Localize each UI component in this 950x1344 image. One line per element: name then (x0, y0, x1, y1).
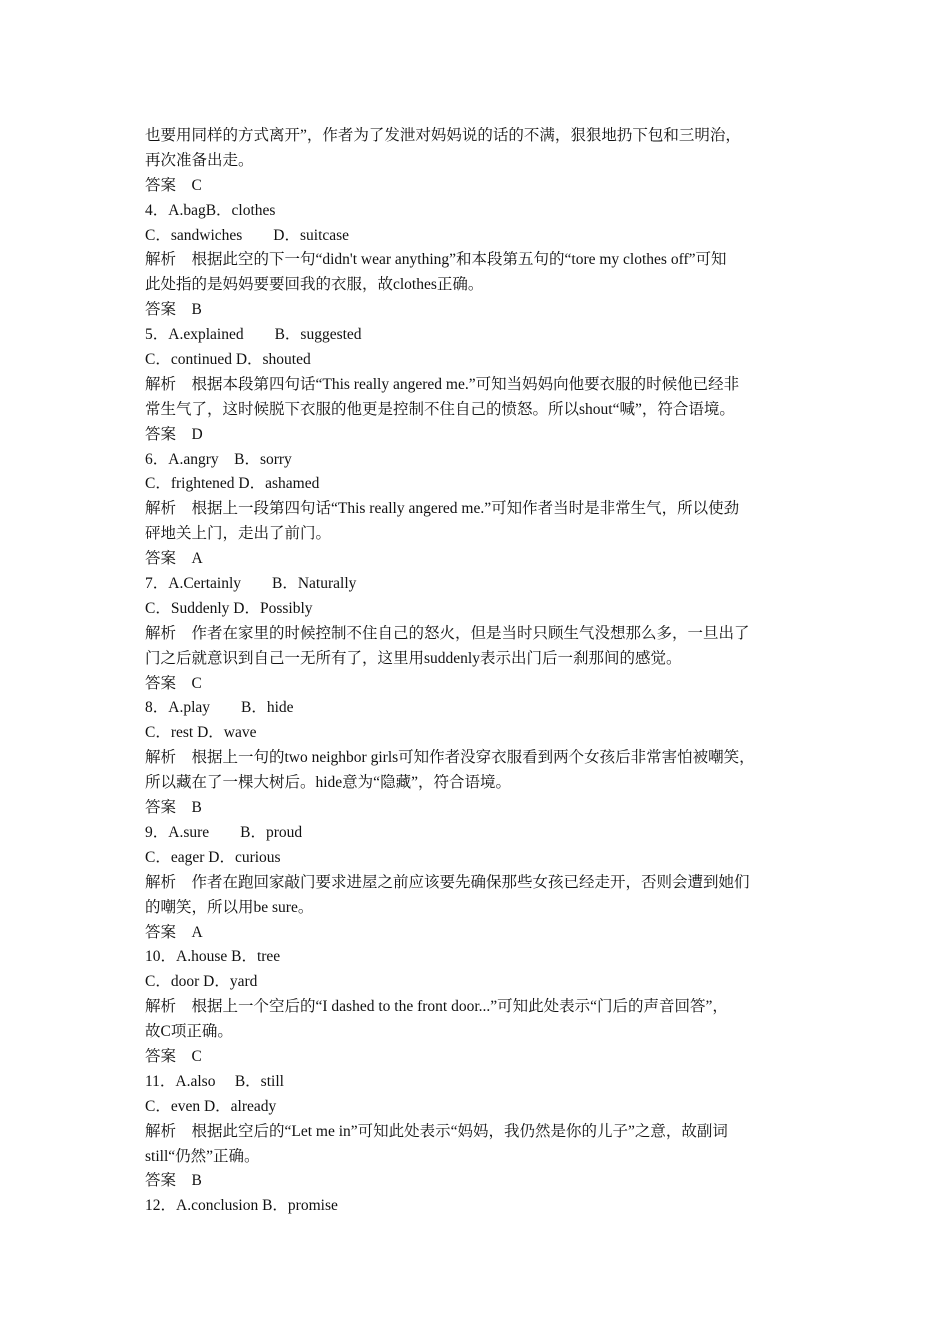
question-options-line: C．sandwiches D．suitcase (145, 226, 350, 244)
question-options-line: 7．A.Certainly B．Naturally (145, 575, 357, 593)
question-options-line: 8．A.play B．hide (145, 699, 294, 717)
explanation-line: 砰地关上门，走出了前门。 (145, 525, 332, 543)
answer-line: 答案 B (145, 301, 202, 319)
explanation-line: 故C项正确。 (145, 1023, 233, 1041)
question-options-line: 4．A.bagB．clothes (145, 201, 276, 219)
answer-line: 答案 B (145, 1172, 202, 1190)
answer-line: 答案 B (145, 799, 202, 817)
explanation-line: 解析 根据上一句的two neighbor girls可知作者没穿衣服看到两个女孩后非常害怕被嘲笑， (145, 749, 755, 767)
question-options-line: 9．A.sure B．proud (145, 823, 303, 841)
question-options-line: C．frightened D．ashamed (145, 475, 320, 493)
explanation-line: 解析 根据本段第四句话“This really angered me.”可知当妈妈向他要衣服的时候他已经非 (145, 375, 740, 393)
answer-line: 答案 C (145, 674, 202, 692)
question-options-line: C．eager D．curious (145, 848, 281, 866)
answer-line: 答案 A (145, 550, 203, 568)
explanation-line: 解析 根据此空的下一句“didn't wear anything”和本段第五句的“tore my clothes off”可知 (145, 251, 727, 269)
explanation-line: 所以藏在了一棵大树后。hide意为“隐藏”，符合语境。 (145, 774, 511, 792)
question-options-line: 5．A.explained B．suggested (145, 326, 362, 344)
explanation-line: 解析 根据上一个空后的“I dashed to the front door...”可知此处表示“门后的声音回答”， (145, 998, 728, 1016)
explanation-line: still“仍然”正确。 (145, 1147, 260, 1165)
explanation-line: 的嘲笑，所以用be sure。 (145, 898, 314, 916)
explanation-line: 解析 根据此空后的“Let me in”可知此处表示“妈妈，我仍然是你的儿子”之意，故副词 (145, 1122, 728, 1140)
explanation-line: 常生气了，这时候脱下衣服的他更是控制不住自己的愤怒。所以shout“喊”，符合语境。 (145, 400, 735, 418)
question-options-line: C．Suddenly D．Possibly (145, 599, 313, 617)
text-line: 也要用同样的方式离开”，作者为了发泄对妈妈说的话的不满，狠狠地扔下包和三明治， (145, 127, 741, 144)
document-page (145, 124, 825, 1219)
explanation-line: 解析 作者在家里的时候控制不住自己的怒火，但是当时只顾生气没想那么多，一旦出了 (145, 624, 750, 642)
text-line: 再次准备出走。 (145, 151, 254, 169)
answer-line: 答案 C (145, 176, 202, 194)
question-options-line: 11．A.also B．still (145, 1072, 284, 1090)
answer-line: 答案 C (145, 1047, 202, 1065)
question-options-line: C．continued D．shouted (145, 351, 311, 369)
question-options-line: 10．A.house B．tree (145, 948, 281, 966)
question-options-line: C．door D．yard (145, 973, 258, 991)
question-options-line: 12．A.conclusion B．promise (145, 1197, 338, 1215)
explanation-line: 解析 作者在跑回家敲门要求进屋之前应该要先确保那些女孩已经走开，否则会遭到她们 (145, 873, 750, 891)
question-options-line: C．even D．already (145, 1097, 277, 1115)
explanation-line: 解析 根据上一段第四句话“This really angered me.”可知作者当时是非常生气，所以使劲 (145, 500, 740, 518)
answer-line: 答案 D (145, 425, 203, 443)
question-options-line: C．rest D．wave (145, 724, 257, 742)
answer-line: 答案 A (145, 923, 203, 941)
explanation-line: 门之后就意识到自己一无所有了，这里用suddenly表示出门后一刹那间的感觉。 (145, 649, 682, 667)
question-options-line: 6．A.angry B．sorry (145, 450, 292, 468)
explanation-line: 此处指的是妈妈要要回我的衣服，故clothes正确。 (145, 276, 484, 294)
